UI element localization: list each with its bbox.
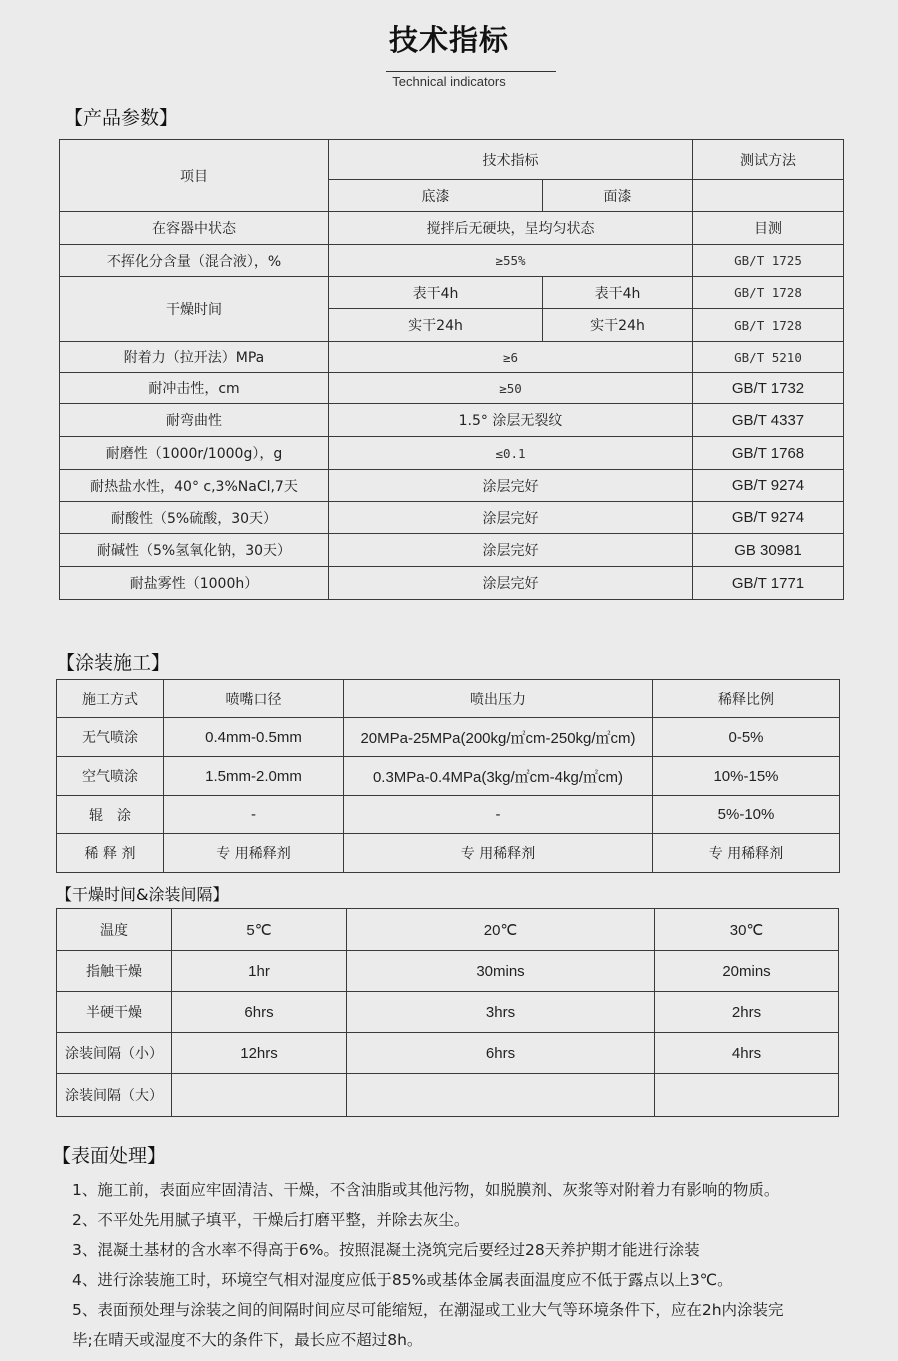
row-item: 耐酸性（5%硫酸，30天） [60, 502, 329, 534]
header-primer: 底漆 [329, 180, 543, 212]
cell: - [164, 796, 344, 834]
row-value: ≤0.1 [329, 437, 693, 470]
table-header-row [57, 680, 840, 718]
cell: 指触干燥 [57, 951, 172, 992]
row-method: GB/T 1725 [693, 245, 844, 277]
product-table [59, 139, 844, 600]
cell: 1hr [172, 951, 347, 992]
drying-hard-topcoat: 实干24h [543, 309, 693, 342]
cell: 20mins [655, 951, 839, 992]
row-item: 在容器中状态 [60, 212, 329, 245]
cell: - [344, 796, 653, 834]
row-item: 耐热盐水性，40° c,3%NaCl,7天 [60, 470, 329, 502]
header-indicator: 技术指标 [329, 140, 693, 180]
table-row [60, 502, 844, 534]
list-item: 2、不平处先用腻子填平，干燥后打磨平整，并除去灰尘。 [72, 1211, 470, 1229]
cell: 0.4mm-0.5mm [164, 718, 344, 757]
cell: 5%-10% [653, 796, 840, 834]
cell: 专 用稀释剂 [344, 834, 653, 873]
header-method: 测试方法 [693, 140, 844, 180]
cell: 20MPa-25MPa(200kg/㎡cm-250kg/㎡cm) [344, 718, 653, 757]
row-item: 耐冲击性，cm [60, 373, 329, 404]
header-temp-30: 30℃ [655, 909, 839, 951]
table-row [57, 1033, 839, 1074]
cell: 3hrs [347, 992, 655, 1033]
row-value: 涂层完好 [329, 534, 693, 567]
drying-surface-primer: 表干4h [329, 277, 543, 309]
section-title-surface: 【表面处理】 [52, 1145, 167, 1167]
cell: 1.5mm-2.0mm [164, 757, 344, 796]
cell: 半硬干燥 [57, 992, 172, 1033]
header-topcoat: 面漆 [543, 180, 693, 212]
row-method: GB/T 1732 [693, 373, 844, 404]
section-title-application: 【涂装施工】 [56, 652, 171, 674]
row-method: GB/T 4337 [693, 404, 844, 437]
page-title: 技术指标 [388, 23, 509, 57]
cell: 无气喷涂 [57, 718, 164, 757]
row-method: GB/T 9274 [693, 502, 844, 534]
table-row [60, 404, 844, 437]
cell: 6hrs [172, 992, 347, 1033]
header-temp-5: 5℃ [172, 909, 347, 951]
list-item: 3、混凝土基材的含水率不得高于6%。按照混凝土浇筑完后要经过28天养护期才能进行涂装 [72, 1241, 700, 1259]
table-row [57, 757, 840, 796]
header-nozzle: 喷嘴口径 [164, 680, 344, 718]
cell: 0-5% [653, 718, 840, 757]
table-row [57, 718, 840, 757]
row-item: 附着力（拉开法）MPa [60, 342, 329, 373]
header-method: 施工方式 [57, 680, 164, 718]
surface-notes [72, 1175, 872, 1355]
row-item-drying: 干燥时间 [60, 277, 329, 342]
row-value: ≥6 [329, 342, 693, 373]
section-title-interval: 【干燥时间&涂装间隔】 [56, 885, 229, 904]
drying-hard-primer: 实干24h [329, 309, 543, 342]
header-dilution: 稀释比例 [653, 680, 840, 718]
cell: 12hrs [172, 1033, 347, 1074]
cell: 涂装间隔（小） [57, 1033, 172, 1074]
table-row [57, 951, 839, 992]
cell [172, 1074, 347, 1117]
table-row [57, 1074, 839, 1117]
row-value: 涂层完好 [329, 567, 693, 600]
row-method: GB 30981 [693, 534, 844, 567]
drying-surface-topcoat: 表干4h [543, 277, 693, 309]
table-row [60, 245, 844, 277]
row-value: ≥50 [329, 373, 693, 404]
title-divider [386, 71, 556, 72]
cell: 空气喷涂 [57, 757, 164, 796]
header-item: 项目 [60, 140, 329, 212]
row-value: 涂层完好 [329, 470, 693, 502]
row-item: 耐盐雾性（1000h） [60, 567, 329, 600]
row-value: 涂层完好 [329, 502, 693, 534]
table-row [57, 796, 840, 834]
cell: 6hrs [347, 1033, 655, 1074]
table-row [60, 437, 844, 470]
cell: 4hrs [655, 1033, 839, 1074]
table-row [57, 834, 840, 873]
row-item: 耐碱性（5%氢氧化钠，30天） [60, 534, 329, 567]
cell: 10%-15% [653, 757, 840, 796]
cell: 专 用稀释剂 [164, 834, 344, 873]
row-value: 搅拌后无硬块，呈均匀状态 [329, 212, 693, 245]
table-row [60, 373, 844, 404]
table-row [60, 342, 844, 373]
interval-table [56, 908, 839, 1117]
table-row [60, 567, 844, 600]
cell: 30mins [347, 951, 655, 992]
cell: 涂装间隔（大） [57, 1074, 172, 1117]
application-table [56, 679, 840, 873]
cell [655, 1074, 839, 1117]
section-title-product: 【产品参数】 [64, 107, 179, 129]
header-temperature: 温度 [57, 909, 172, 951]
table-row [60, 212, 844, 245]
header-method-blank [693, 180, 844, 212]
cell [347, 1074, 655, 1117]
drying-hard-method: GB/T 1728 [693, 309, 844, 342]
header-pressure: 喷出压力 [344, 680, 653, 718]
cell: 0.3MPa-0.4MPa(3kg/㎡cm-4kg/㎡cm) [344, 757, 653, 796]
table-row [60, 534, 844, 567]
row-value: 1.5° 涂层无裂纹 [329, 404, 693, 437]
row-item: 不挥化分含量（混合液），% [60, 245, 329, 277]
drying-surface-method: GB/T 1728 [693, 277, 844, 309]
row-item: 耐弯曲性 [60, 404, 329, 437]
row-item: 耐磨性（1000r/1000g），g [60, 437, 329, 470]
list-item: 1、施工前，表面应牢固清洁、干燥，不含油脂或其他污物，如脱膜剂、灰浆等对附着力有影响的物质。 [72, 1181, 780, 1199]
cell: 辊 涂 [57, 796, 164, 834]
row-method: GB/T 1768 [693, 437, 844, 470]
table-row [57, 992, 839, 1033]
cell: 稀 释 剂 [57, 834, 164, 873]
row-method: 目测 [693, 212, 844, 245]
header-temp-20: 20℃ [347, 909, 655, 951]
row-method: GB/T 9274 [693, 470, 844, 502]
table-row [60, 470, 844, 502]
list-item: 4、进行涂装施工时，环境空气相对湿度应低于85%或基体金属表面温度应不低于露点以上3℃。 [72, 1271, 733, 1289]
list-item: 毕;在晴天或湿度不大的条件下，最长应不超过8h。 [72, 1331, 423, 1349]
row-value: ≥55% [329, 245, 693, 277]
row-method: GB/T 5210 [693, 342, 844, 373]
list-item: 5、表面预处理与涂装之间的间隔时间应尽可能缩短，在潮湿或工业大气等环境条件下，应在2h内涂装完 [72, 1301, 784, 1319]
page-subtitle: Technical indicators [392, 74, 506, 89]
cell: 2hrs [655, 992, 839, 1033]
cell: 专 用稀释剂 [653, 834, 840, 873]
table-header-row [57, 909, 839, 951]
table-row [60, 277, 844, 309]
row-method: GB/T 1771 [693, 567, 844, 600]
